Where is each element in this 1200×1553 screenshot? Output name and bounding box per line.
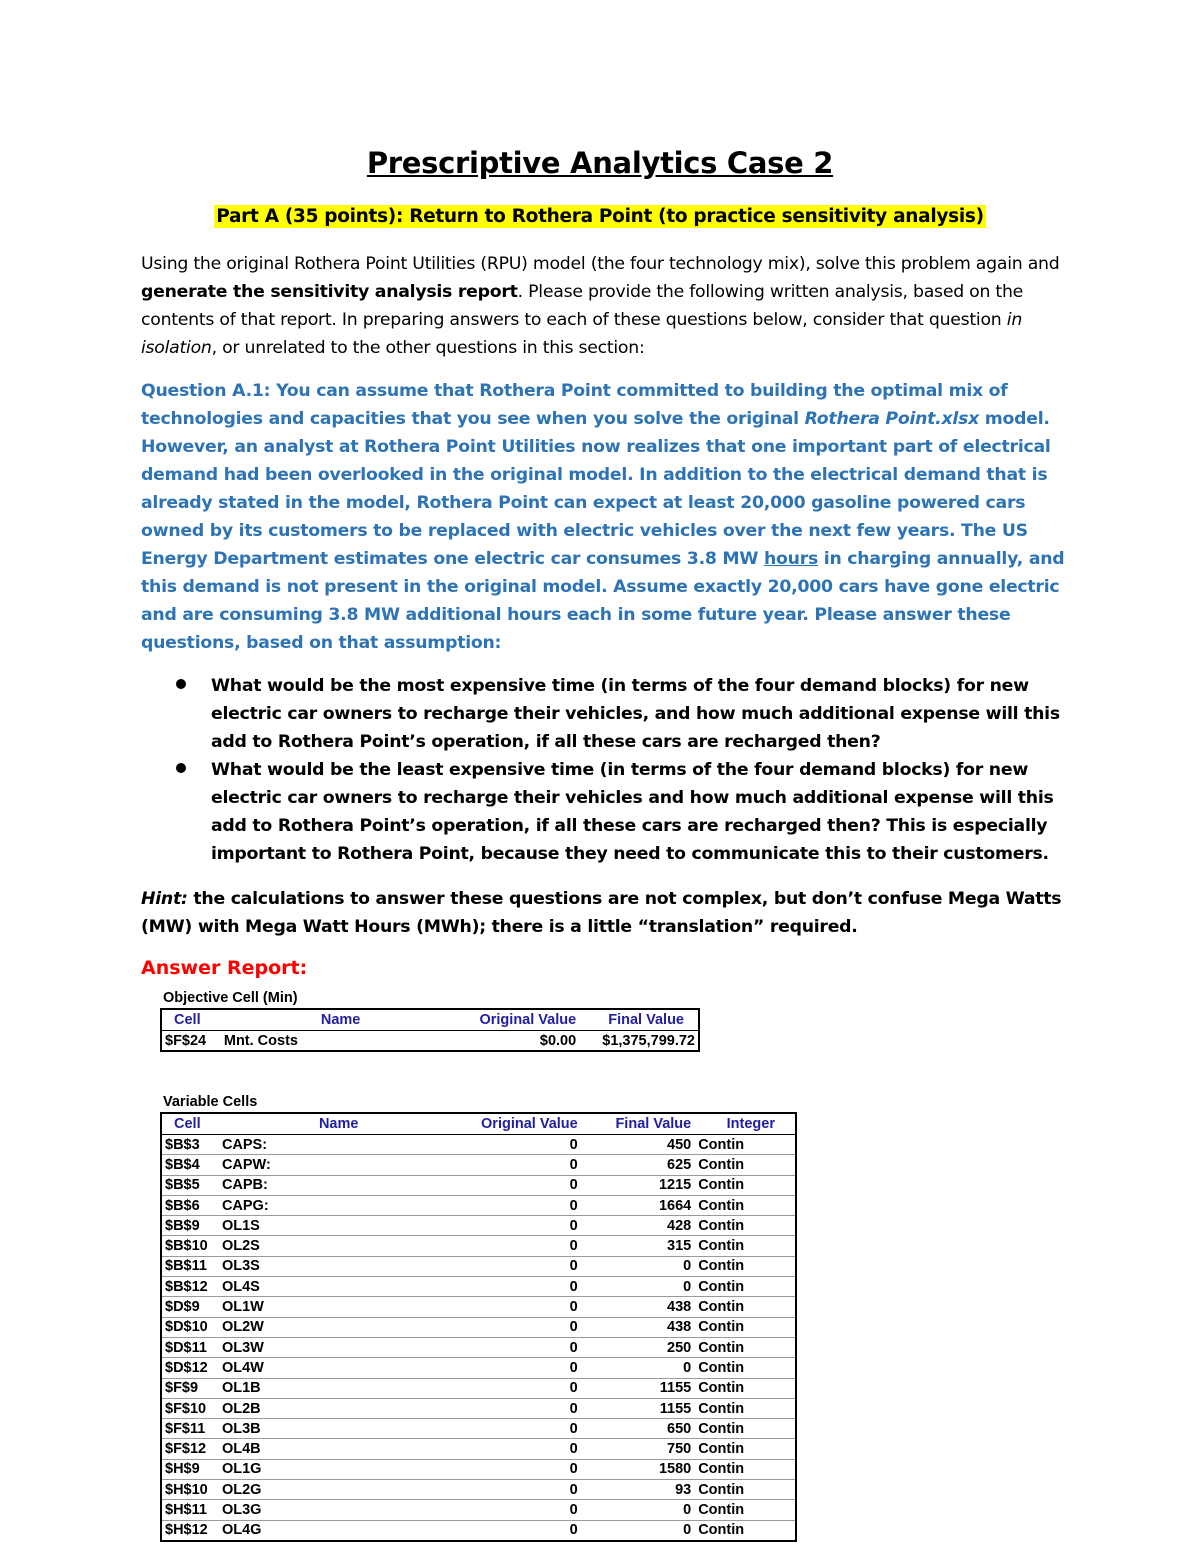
row-name: OL2B xyxy=(219,1398,448,1418)
header-final-value: Final Value xyxy=(581,1113,694,1135)
row-final-value: 450 xyxy=(667,1136,692,1153)
row-final-value: 0 xyxy=(581,1256,694,1276)
table-row xyxy=(161,1155,796,1175)
hint-label: Hint: xyxy=(141,889,188,909)
table-row xyxy=(161,1480,796,1500)
table-row xyxy=(161,1236,796,1256)
table-row xyxy=(161,1337,796,1357)
row-integer: Contin xyxy=(694,1378,796,1398)
row-original-value: 0 xyxy=(448,1337,580,1357)
table-row xyxy=(161,1277,796,1297)
row-cell-ref: $D$11 xyxy=(161,1337,219,1357)
table-row xyxy=(161,1439,796,1459)
row-cell-ref: $B$11 xyxy=(161,1256,219,1276)
row-cell-ref: $H$12 xyxy=(161,1520,219,1541)
objective-caption: Objective Cell (Min) xyxy=(163,990,298,1006)
row-integer: Contin xyxy=(694,1439,796,1459)
row-name: OL3S xyxy=(219,1256,448,1276)
answer-report-label: Answer Report: xyxy=(141,957,308,979)
row-cell-ref: $B$3 xyxy=(165,1136,200,1153)
variable-rows xyxy=(161,1135,796,1541)
intro-bold-text: generate the sensitivity analysis report xyxy=(141,282,518,302)
row-original-value: 0 xyxy=(448,1297,580,1317)
row-integer: Contin xyxy=(694,1398,796,1418)
header-name: Name xyxy=(219,1113,448,1135)
table-row xyxy=(161,1216,796,1236)
objective-name: Mnt. Costs xyxy=(223,1032,298,1049)
bullet-item xyxy=(141,756,1071,868)
header-name: Name xyxy=(221,1009,440,1031)
row-integer: Contin xyxy=(694,1155,796,1175)
hint-text: the calculations to answer these questions are not complex, but don’t confuse Mega Watts (MW) with Mega Watt Hours (MWh); there is a little “translation” required. xyxy=(141,889,1062,937)
row-name: OL4W xyxy=(219,1358,448,1378)
objective-original: $0.00 xyxy=(539,1032,577,1049)
row-integer: Contin xyxy=(694,1337,796,1357)
question-filename: Rothera Point.xlsx xyxy=(804,409,980,429)
row-integer: Contin xyxy=(694,1500,796,1520)
row-final-value: 1664 xyxy=(581,1195,694,1215)
table-row xyxy=(161,1419,796,1439)
row-original-value: 0 xyxy=(448,1155,580,1175)
row-name: OL4G xyxy=(219,1520,448,1541)
row-integer: Contin xyxy=(694,1358,796,1378)
row-original-value: 0 xyxy=(448,1520,580,1541)
header-cell: Cell xyxy=(161,1113,219,1135)
row-name: OL1B xyxy=(219,1378,448,1398)
header-final-value: Final Value xyxy=(579,1009,699,1031)
bullet-text: What would be the least expensive time (in terms of the four demand blocks) for new electric car owners to recharge their vehicles and how much additional expense will this add to Rothera Point’s operation, if all these cars are recharged then? This is especially important to Rothera Point, because they need to communicate this to their customers. xyxy=(211,760,1054,864)
row-final-value: 428 xyxy=(581,1216,694,1236)
row-cell-ref: $F$12 xyxy=(161,1439,219,1459)
header-original-value: Original Value xyxy=(448,1113,580,1135)
intro-text-5: , or unrelated to the other questions in this section: xyxy=(211,338,645,358)
intro-paragraph xyxy=(141,250,1071,362)
row-final-value: 1155 xyxy=(581,1398,694,1418)
row-original-value: 0 xyxy=(448,1175,580,1195)
bullet-dot-icon xyxy=(176,763,186,773)
row-final-value: 0 xyxy=(581,1277,694,1297)
table-row xyxy=(161,1256,796,1276)
row-cell-ref: $F$9 xyxy=(161,1378,219,1398)
row-final-value: 0 xyxy=(581,1358,694,1378)
variable-cells-table xyxy=(160,1112,797,1542)
row-integer: Contin xyxy=(698,1136,745,1153)
part-a-heading: Part A (35 points): Return to Rothera Point (to practice sensitivity analysis) xyxy=(216,206,984,227)
row-name: OL2S xyxy=(219,1236,448,1256)
row-name: OL2G xyxy=(219,1480,448,1500)
row-cell-ref: $B$6 xyxy=(161,1195,219,1215)
row-cell-ref: $D$9 xyxy=(161,1297,219,1317)
row-cell-ref: $B$10 xyxy=(161,1236,219,1256)
row-name: CAPW: xyxy=(219,1155,448,1175)
row-name: OL2W xyxy=(219,1317,448,1337)
row-name: OL1G xyxy=(219,1459,448,1479)
row-name: CAPG: xyxy=(219,1195,448,1215)
row-final-value: 0 xyxy=(581,1500,694,1520)
part-heading-wrap xyxy=(0,205,1200,228)
row-original-value: 0 xyxy=(448,1419,580,1439)
row-final-value: 250 xyxy=(581,1337,694,1357)
question-text-5: in charging annually, and this demand is not present in the original model. Assume exactly 20,000 cars have gone electric and are consuming 3.8 MW additional hours each in some future year. Please answer these questions, based on that assumption: xyxy=(141,549,1065,653)
row-name: OL3B xyxy=(219,1419,448,1439)
bullet-dot-icon xyxy=(176,679,186,689)
question-a1-paragraph xyxy=(141,377,1071,657)
row-original-value: 0 xyxy=(448,1216,580,1236)
variable-cells-caption: Variable Cells xyxy=(163,1094,258,1110)
hint-paragraph xyxy=(141,885,1071,941)
row-name: CAPS: xyxy=(221,1136,268,1153)
row-original-value: 0 xyxy=(448,1500,580,1520)
row-final-value: 1155 xyxy=(581,1378,694,1398)
objective-cell-ref: $F$24 xyxy=(165,1032,207,1049)
row-integer: Contin xyxy=(694,1419,796,1439)
objective-table xyxy=(160,1008,700,1052)
question-bullets xyxy=(141,672,1071,868)
row-final-value: 0 xyxy=(581,1520,694,1541)
row-cell-ref: $D$12 xyxy=(161,1358,219,1378)
row-cell-ref: $B$4 xyxy=(161,1155,219,1175)
table-row xyxy=(161,1175,796,1195)
row-integer: Contin xyxy=(694,1480,796,1500)
question-underlined-hours: hours xyxy=(763,549,819,569)
row-final-value: 650 xyxy=(581,1419,694,1439)
row-integer: Contin xyxy=(694,1216,796,1236)
row-final-value: 750 xyxy=(581,1439,694,1459)
table-row xyxy=(161,1459,796,1479)
row-original-value: 0 xyxy=(448,1195,580,1215)
intro-text-1: Using the original Rothera Point Utilities (RPU) model (the four technology mix), solve this problem again and xyxy=(141,254,1060,274)
table-row xyxy=(161,1378,796,1398)
row-original-value: 0 xyxy=(448,1236,580,1256)
table-row xyxy=(161,1520,796,1541)
page-title: Prescriptive Analytics Case 2 xyxy=(366,146,834,180)
row-original-value: 0 xyxy=(569,1136,578,1153)
row-cell-ref: $B$9 xyxy=(161,1216,219,1236)
row-final-value: 625 xyxy=(581,1155,694,1175)
table-row xyxy=(161,1195,796,1215)
row-cell-ref: $F$11 xyxy=(161,1419,219,1439)
row-name: OL1W xyxy=(219,1297,448,1317)
row-integer: Contin xyxy=(694,1459,796,1479)
table-row xyxy=(161,1297,796,1317)
table-row xyxy=(161,1358,796,1378)
header-cell: Cell xyxy=(161,1009,221,1031)
row-name: OL4S xyxy=(219,1277,448,1297)
question-text-1: Question A.1: You can assume that Rothera Point committed to building the optimal mix of technologies and capacities that you see when you solve the original xyxy=(141,381,1008,429)
row-original-value: 0 xyxy=(448,1256,580,1276)
row-cell-ref: $H$10 xyxy=(161,1480,219,1500)
row-original-value: 0 xyxy=(448,1398,580,1418)
row-integer: Contin xyxy=(694,1175,796,1195)
table-row xyxy=(161,1317,796,1337)
variable-header-row xyxy=(161,1113,796,1135)
row-integer: Contin xyxy=(694,1317,796,1337)
objective-header-row xyxy=(161,1009,699,1031)
row-final-value: 1215 xyxy=(581,1175,694,1195)
row-integer: Contin xyxy=(694,1520,796,1541)
row-integer: Contin xyxy=(694,1236,796,1256)
row-final-value: 438 xyxy=(581,1297,694,1317)
row-cell-ref: $F$10 xyxy=(161,1398,219,1418)
header-integer: Integer xyxy=(694,1113,796,1135)
table-row xyxy=(161,1135,796,1155)
row-cell-ref: $B$12 xyxy=(161,1277,219,1297)
row-final-value: 315 xyxy=(581,1236,694,1256)
row-cell-ref: $H$11 xyxy=(161,1500,219,1520)
row-original-value: 0 xyxy=(448,1277,580,1297)
intro-italic-text: in isolation xyxy=(141,310,1023,358)
row-name: OL4B xyxy=(219,1439,448,1459)
row-integer: Contin xyxy=(694,1195,796,1215)
row-integer: Contin xyxy=(694,1297,796,1317)
row-final-value: 438 xyxy=(581,1317,694,1337)
objective-row xyxy=(161,1031,699,1052)
row-name: CAPB: xyxy=(219,1175,448,1195)
row-original-value: 0 xyxy=(448,1439,580,1459)
header-original-value: Original Value xyxy=(440,1009,579,1031)
objective-final: $1,375,799.72 xyxy=(602,1032,695,1049)
bullet-item xyxy=(141,672,1071,756)
row-original-value: 0 xyxy=(448,1358,580,1378)
row-original-value: 0 xyxy=(448,1317,580,1337)
question-text-3: model. However, an analyst at Rothera Point Utilities now realizes that one important part of electrical demand had been overlooked in the original model. In addition to the electrical demand that is already stated in the model, Rothera Point can expect at least 20,000 gasoline powered cars owned by its customers to be replaced with electric vehicles over the next few years. The US Energy Department estimates one electric car consumes 3.8 MW xyxy=(141,409,1051,569)
row-cell-ref: $H$9 xyxy=(161,1459,219,1479)
row-name: OL3G xyxy=(219,1500,448,1520)
row-original-value: 0 xyxy=(448,1378,580,1398)
row-original-value: 0 xyxy=(448,1480,580,1500)
row-final-value: 93 xyxy=(581,1480,694,1500)
bullet-text: What would be the most expensive time (in terms of the four demand blocks) for new electric car owners to recharge their vehicles, and how much additional expense will this add to Rothera Point’s operation, if all these cars are recharged then? xyxy=(211,676,1060,752)
row-cell-ref: $B$5 xyxy=(161,1175,219,1195)
row-original-value: 0 xyxy=(448,1459,580,1479)
row-name: OL3W xyxy=(219,1337,448,1357)
row-name: OL1S xyxy=(219,1216,448,1236)
row-final-value: 1580 xyxy=(581,1459,694,1479)
table-row xyxy=(161,1398,796,1418)
row-integer: Contin xyxy=(694,1256,796,1276)
row-cell-ref: $D$10 xyxy=(161,1317,219,1337)
intro-text-3: . Please provide the following written analysis, based on the contents of that report. In preparing answers to each of these questions below, consider that question xyxy=(141,282,1024,330)
row-integer: Contin xyxy=(694,1277,796,1297)
table-row xyxy=(161,1500,796,1520)
